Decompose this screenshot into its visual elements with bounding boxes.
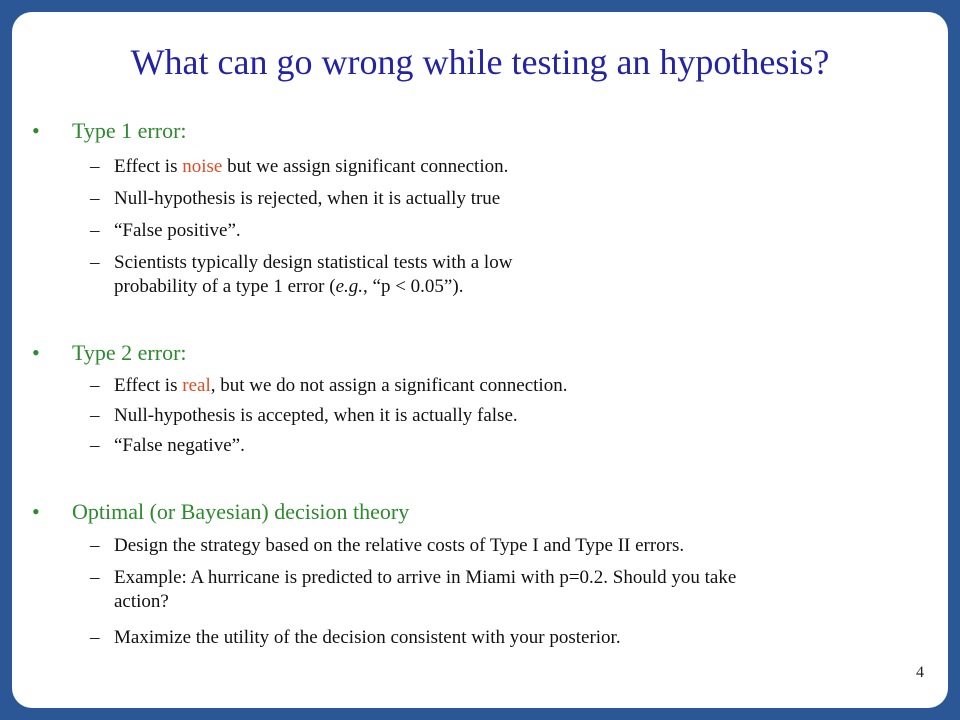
page-number: 4	[916, 664, 924, 681]
dash-icon: –	[90, 375, 100, 396]
highlight-text: real	[182, 375, 211, 396]
item-text: Null-hypothesis is accepted, when it is actually false.	[114, 405, 518, 426]
dash-icon: –	[90, 435, 100, 456]
slide-title: What can go wrong while testing an hypothesis?	[130, 42, 830, 82]
item-text: Maximize the utility of the decision consistent with your posterior.	[114, 627, 621, 648]
item-text: Scientists typically design statistical tests with a low	[114, 252, 513, 273]
heading-text: Type 2 error:	[72, 340, 187, 365]
slide-body	[12, 12, 948, 708]
italic-text: e.g.	[335, 276, 364, 297]
item-text: Effect is	[114, 375, 183, 396]
slide	[12, 12, 948, 708]
dash-icon: –	[90, 220, 100, 241]
dash-icon: –	[90, 252, 100, 273]
bullet-icon: •	[32, 499, 40, 524]
item-text-line2: probability of a type 1 error (	[114, 276, 336, 297]
item-text: “False negative”.	[114, 435, 245, 456]
bullet-icon: •	[32, 340, 40, 365]
item-text: Null-hypothesis is rejected, when it is actually true	[114, 188, 501, 209]
highlight-text: noise	[182, 156, 223, 177]
dash-icon: –	[90, 156, 100, 177]
item-text-line2: action?	[114, 591, 169, 612]
item-text: “False positive”.	[114, 220, 241, 241]
heading-text: Optimal (or Bayesian) decision theory	[72, 499, 410, 524]
dash-icon: –	[90, 188, 100, 209]
dash-icon: –	[90, 405, 100, 426]
item-text: Effect is	[114, 156, 183, 177]
item-text: Design the strategy based on the relative costs of Type I and Type II errors.	[114, 535, 685, 556]
dash-icon: –	[90, 627, 100, 648]
item-text-post: , but we do not assign a significant connection.	[210, 375, 568, 396]
item-text-post: but we assign significant connection.	[222, 156, 509, 177]
dash-icon: –	[90, 535, 100, 556]
dash-icon: –	[90, 567, 100, 588]
bullet-icon: •	[32, 118, 40, 143]
heading-text: Type 1 error:	[72, 118, 187, 143]
item-text-line2-post: , “p < 0.05”).	[363, 276, 464, 297]
item-text: Example: A hurricane is predicted to arrive in Miami with p=0.2. Should you take	[114, 567, 737, 588]
